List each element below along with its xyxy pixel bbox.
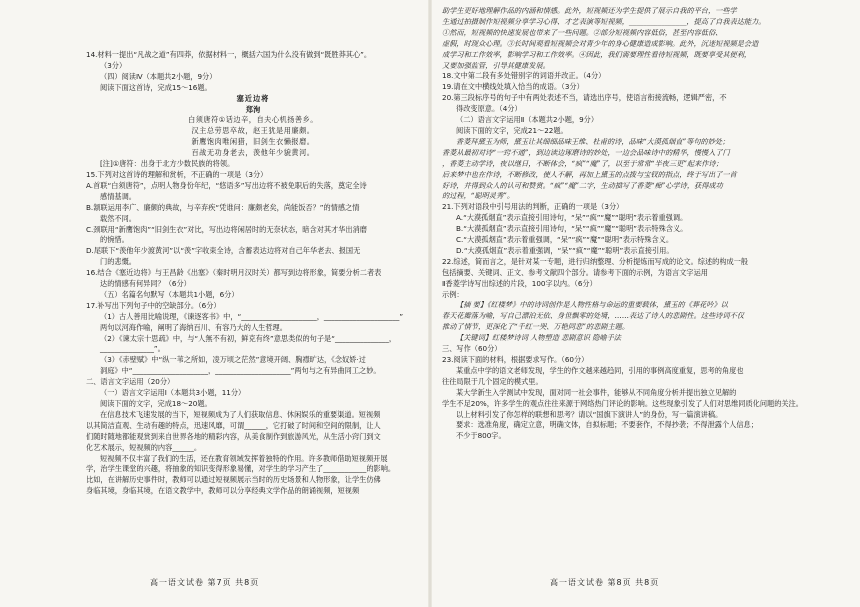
right-text-line: 得改变原意。（4分）: [456, 104, 522, 114]
left-text-line: （一）语言文字运用Ⅰ（本题共3小题，11分）: [100, 388, 246, 398]
left-text-line: 化艺术展示，短视频的内容______。: [86, 442, 202, 452]
right-text-line: 包括摘要、关键词、正文、参考文献四个部分。请参考下面的示例，为语言文字运用: [442, 267, 708, 277]
left-text-line: 达的情感有何异同？（6分）: [100, 279, 191, 289]
exam-page-8: [430, 0, 860, 607]
right-text-line: 示例：: [442, 289, 464, 299]
right-text-line: 23.阅读下面的材料，根据要求写作。（60分）: [442, 355, 589, 364]
right-text-line: 的过程，“聪明灵秀”。: [442, 191, 515, 201]
right-text-line: C.“大漠孤烟直”表示着重强调，“呆”“疯”“魔”“聪明”表示特殊含义。: [456, 235, 674, 245]
left-text-line: 郑洵: [245, 104, 261, 114]
right-text-line: 18.文中第二段有多处错别字的词语并改正。（4分）: [442, 71, 606, 81]
left-text-line: A.首联“白须唐符”，点明人物身份年纪，“悠语多”写出边将不被免职后的失落，奠定全诗: [86, 180, 367, 190]
right-text-line: 又要加强监管，引导其健康发展。: [442, 60, 550, 70]
right-text-line: 20.第三段标序号的句子中有两处表述不当，请选出序号，使语言衔接流畅，逻辑严密，不: [442, 93, 727, 103]
left-text-line: 洞庭》中“_____________________，_____________________”两句与之有异曲同工之妙。: [100, 366, 381, 376]
page-footer: 高一语文试卷 第7页 共8页: [150, 578, 260, 588]
right-text-line: 往往局限于几个固定的模式里。: [442, 376, 543, 386]
right-text-line: B.“大漠孤烟直”表示直接引用诗句，“呆”“疯”“魔”“聪明”表示特殊含义。: [456, 224, 688, 234]
right-text-line: 阅读下面的文字，完成21～22题。: [456, 125, 568, 135]
right-text-line: 生通过拍摄制作短视频分享学习心得、才艺表演等短视频，________________，提高了自我表达能力。: [442, 16, 766, 26]
left-text-line: 以其简洁直观、生动有趣的特点，迅速风靡，可谓______，它打破了时间和空间的限制，让人: [86, 420, 381, 430]
left-text-line: 在信息技术飞速发展的当下，短视频成为了人们获取信息、休闲娱乐的重要渠道。短视频: [100, 409, 381, 419]
right-text-line: 19.请在文中横线处填入恰当的成语。（3分）: [442, 82, 584, 92]
left-text-line: 汉主总劳思卒故，赵王犹是用廉颇。: [191, 126, 315, 136]
left-text-line: （1）古人善用比喻说理，《谏逐客书》中，“_____________________，_____________________”: [100, 311, 404, 321]
left-text-line: 两句以河海作喻，阐明了海纳百川、有容乃大的人生哲理。: [100, 322, 287, 332]
right-text-line: 助学生更好地理解作品的内涵和情感。此外，短视频还为学生提供了展示自我的平台，一些学: [442, 6, 737, 15]
right-text-line: 成学习和工作效率，影响学习和工作效率。④因此，我们需要理性看待短视频，既要享受其便利，: [442, 49, 752, 59]
left-text-line: [86, 497, 420, 508]
right-text-line: 虚假，时现众心理。③长时间观看短视频会对青少年的身心健康造成影响。此外，沉迷短视频是会造: [442, 38, 759, 48]
left-text-line: 阅读下面这首诗，完成15～16题。: [100, 82, 212, 92]
left-text-line: （2）《谏太宗十思疏》中，与“人無不有初，鲜克有终”意思类似的句子是“_______________，: [100, 333, 397, 343]
left-text-line: 门的悲慨。: [100, 257, 136, 267]
left-text-line: 14.材料一提出“凡战之道”有四莽，依据材料一，概括六国为什么没有做到“既胜莽其心”。: [86, 50, 372, 59]
left-text-line: （3）《赤壁赋》中“纵一苇之所如，凌万顷之茫然”意境开阔、胸襟旷达，《念奴娇·过: [100, 355, 366, 365]
page-footer: 高一语文试卷 第8页 共8页: [550, 578, 660, 588]
right-text-line: 某重点中学的语文老师发现，学生的作文越来越趋同，引用的事例高度重复，思考的角度也: [456, 365, 744, 375]
left-text-line: （四）阅读Ⅳ（本题共2小题，9分）: [100, 71, 217, 81]
left-text-line: 15.下列对这首诗的理解和赏析，不正确的一项是（3分）: [86, 169, 268, 179]
left-text-line: 感情基调。: [100, 191, 136, 201]
left-text-line: 短视频不仅丰富了我们的生活，还在教育领域发挥着独特的作用。许多教师借助短视频开展: [100, 453, 388, 463]
left-text-line: [注]①唐符：出身于北方少数民族的将领。: [100, 159, 235, 169]
left-text-line: 学，治学生课堂的兴趣，将抽象的知识变得形象易懂，对学生的学习产生了____________的影响。: [86, 464, 396, 474]
left-text-line: 17.补写出下列句子中的空缺部分。（6分）: [86, 300, 221, 310]
right-text-line: ，香菱主动学诗，夜以继日，不断体会，“疯”“魔”了，以至于常常“半夜三更”起来作诗；: [442, 158, 723, 168]
right-text-line: 要求：选准角度，确定立意，明确文体，自拟标题；不要套作，不得抄袭；不得泄露个人信息；: [456, 420, 758, 430]
right-text-line: 推动了情节，更深化了“千红一哭、万艳同悲”的悲剧主题。: [442, 322, 630, 332]
left-text-line: 阅读下面的文字，完成18～20题。: [100, 399, 212, 408]
right-text-line: D.“大漠孤烟直”表示着重强调，“呆”“疯”“魔”“聪明”表示直接引用。: [456, 245, 674, 255]
right-text-line: 学生不足20%，许多学生的观点往往来源于网络热门评论的影响。这些现象引发了人们对思维同质化问题的关注。: [442, 398, 803, 408]
left-text-line: 身临其境，身临其境，在语文教学中，教师可以分享经典文学作品的朗诵视频，短视频: [86, 486, 360, 496]
right-text-line: 【摘 要】《红楼梦》中的诗词创作是人物性格与命运的重要载体，黛玉的《葬花吟》以: [456, 300, 728, 310]
left-text-line: 塞近边将: [236, 93, 270, 103]
left-text-line: 白须唐符①话边辛，自夫心机扬善乡。: [188, 115, 318, 125]
left-text-line: 载然不同。: [100, 213, 136, 223]
left-text-line: B.颔联运用李广、廉颇的典故，与辛弃疾“凭谁问：廉颇老矣，尚能饭否？”的情感之情: [86, 202, 360, 212]
right-text-line: A.“大漠孤烟直”表示直接引用诗句，“呆”“疯”“魔”“聪明”表示着重强调。: [456, 213, 688, 223]
right-text-line: ①然而，短视频的快速发展也带来了一些问题。②部分短视频内容低俗，甚至内容低俗、: [442, 27, 723, 37]
left-text-line: 比如，在讲解历史事件时，教师可以通过短视频展示当时的历史场景和人物形象，让学生仿佛: [86, 475, 381, 485]
left-text-line: 的惋惜。: [100, 235, 129, 245]
right-text-line: 21.下列对语段中引号用法的判断，正确的一项是（3分）: [442, 202, 624, 212]
right-text-line: 【关键词】红楼梦诗词 人物塑造 悲剧意识 隐喻手法: [456, 333, 621, 343]
left-text-line: （五）名篇名句默写（本题共1小题，6分）: [100, 289, 239, 299]
right-text-line: 某大学新生入学测试中发现，面对同一社会事件，能够从不同角度分析并提出独立见解的: [456, 387, 737, 397]
right-text-line: 香菱拜黛玉为师，黛玉让其细细品味王维、杜甫的诗，品味“大漠孤烟直”等句的妙处；: [456, 136, 730, 146]
right-text-line: 春天花瓣落为喻，写自己漂泊无依、身世飘零的处境，……表达了诗人的悲剧性。这些诗词不仅: [442, 311, 744, 321]
left-text-line: （3分）: [100, 60, 127, 70]
left-text-line: 百战无功身老去，羡他年少貌黄河。: [191, 148, 315, 158]
right-text-line: 后来梦中也在作诗，不断修改，使人不解，再加上黛玉的点拨与宝钗的指点，终于写出了一首: [442, 169, 737, 179]
left-text-line: 们随时随地都能观赏到来自世界各地的精彩内容，从美食制作到旅游风光，从生活小窍门到文: [86, 431, 381, 441]
left-text-line: D.尾联下“羡他年少渡黄河”以“羡”字收束全诗，含蓄表达边将对自己年华老去、报国无: [86, 246, 361, 256]
right-text-line: Ⅱ香菱学诗写出综述的片段，100字以内。（6分）: [442, 278, 597, 288]
left-text-line: 新鹰饱肉唯闲猎，旧剑生衣懒报磨。: [191, 137, 315, 147]
right-text-line: 香菱从最初对诗“一窍不通”，到边读边琢磨诗的妙处，一边会品味诗中的精华，慢慢入了门: [442, 147, 730, 157]
right-text-line: 不少于800字。: [456, 431, 506, 441]
right-text-line: 以上材料引发了你怎样的联想和思考？请以“国旗下演讲人”的身份，写一篇演讲稿。: [456, 409, 723, 419]
left-text-line: 二、语言文字运用（20分）: [86, 377, 175, 387]
right-text-line: （二）语言文字运用Ⅱ（本题共2小题，9分）: [456, 115, 599, 125]
right-text-line: 22.综述，简而言之，是针对某一专题，进行归纳整理、分析提炼而写成的论文。综述的构成一般: [442, 256, 749, 266]
left-text-line: C.颈联用“新鹰饱肉”“旧剑生衣”对比，写出边将闲居时的无奈状态，暗含对其才华出消磨: [86, 224, 367, 234]
left-text-line: 16.结合《塞近边将》与王昌龄《出塞》（秦时明月汉时关）都写到边将形象，简要分析二者表: [86, 268, 382, 278]
left-text-line: _______________”。: [100, 344, 165, 354]
right-text-line: 三、写作（60分）: [442, 344, 502, 354]
right-text-line: 好诗，并得到众人的认可和赞赏。“疯”“魔”二字，生动描写了香菱“痴”心学诗，获得成功: [442, 180, 723, 190]
